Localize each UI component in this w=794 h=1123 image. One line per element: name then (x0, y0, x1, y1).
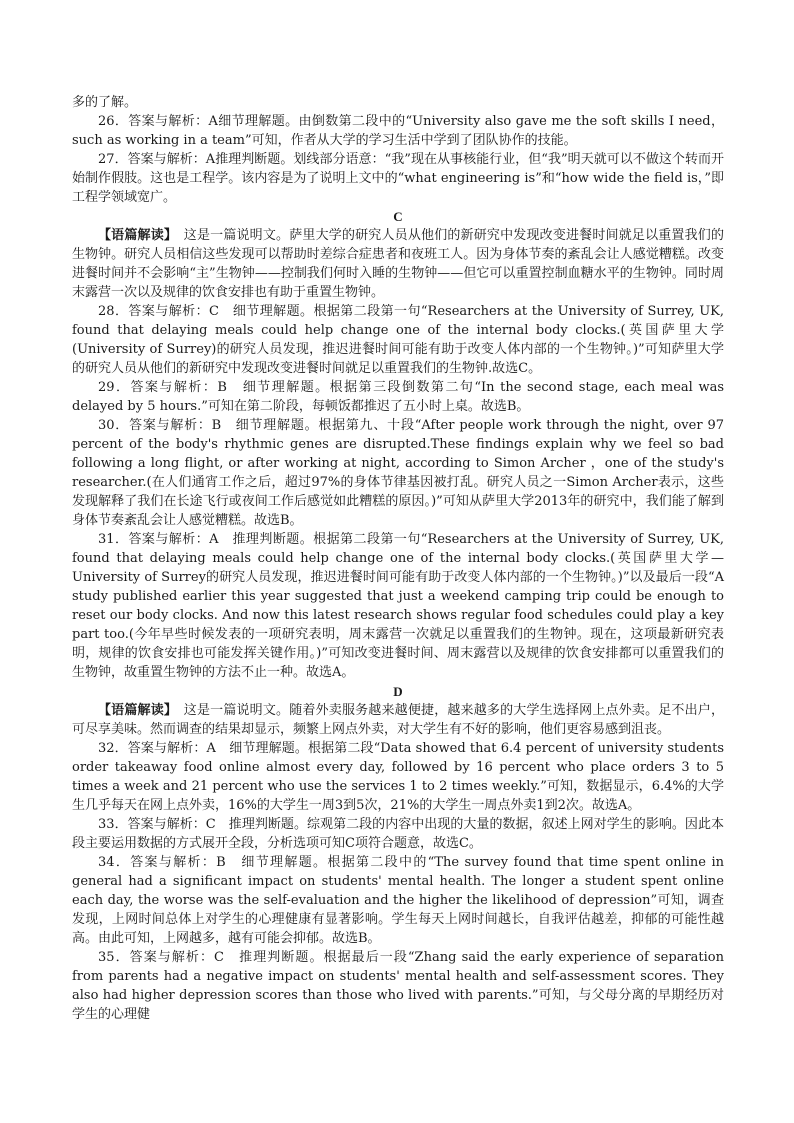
document-page (72, 93, 724, 1024)
answer-q29: 29．答案与解析：B 细节理解题。根据第三段倒数第二句“In the second stage, each meal was delayed by 5 hours.”可知在第二阶段，每顿饭都推迟了五小时上桌。故选B。 (72, 380, 724, 414)
intro-line: 多的了解。 (72, 95, 138, 110)
answer-q28: 28．答案与解析：C 细节理解题。根据第二段第一句“Researchers at the University of Surrey, UK, found that delaying meals could help change one of the internal body clocks.(英国萨里大学(University of Surrey)的研究人员发现，推迟进餐时间可能有助于改变人体内部的一个生物钟。)”可知萨里大学的研究人员从他们的新研究中发现改变进餐时间就足以重置我们的生物钟.故选C。 (72, 304, 724, 376)
answer-q30: 30．答案与解析：B 细节理解题。根据第九、十段“After people work through the night, over 97 percent of the body's rhythmic genes are disrupted.These findings explain why we feel so bad following a long flight, or after working at night, according to Simon Archer ，one of the study's researcher.(在人们通宵工作之后，超过97%的身体节律基因被打乱。研究人员之一Simon Archer表示，这些发现解释了我们在长途飞行或夜间工作后感觉如此糟糕的原因。)”可知从萨里大学2013年的研究中，我们能了解到身体节奏紊乱会让人感觉糟糕。故选B。 (72, 418, 724, 528)
answer-q33: 33．答案与解析：C 推理判断题。综观第二段的内容中出现的大量的数据，叙述上网对学生的影响。因此本段主要运用数据的方式展开全段，分析选项可知C项符合题意，故选C。 (72, 817, 724, 851)
reading-text-c: 这是一篇说明文。萨里大学的研究人员从他们的新研究中发现改变进餐时间就足以重置我们的生物钟。研究人员相信这些发现可以帮助时差综合症患者和夜班工人。因为身体节奏的紊乱会让人感觉糟糕。改变进餐时间并不会影响“主”生物钟——控制我们何时入睡的生物钟——但它可以重置控制血糖水平的生物钟。同时周末露营一次以及规律的饮食安排也有助于重置生物钟。 (72, 228, 724, 300)
answer-q32: 32．答案与解析：A 细节理解题。根据第二段“Data showed that 6.4 percent of university students order takeaway food online almost every day, followed by 16 percent who place orders 3 to 5 times a week and 21 percent who use the services 1 to 2 times weekly.”可知，数据显示，6.4%的大学生几乎每天在网上点外卖，16%的大学生一周3到5次，21%的大学生一周点外卖1到2次。故选A。 (72, 741, 724, 813)
reading-summary-c (72, 226, 724, 302)
section-heading-c: C (393, 209, 403, 224)
reading-label-d: 【语篇解读】 (98, 703, 171, 718)
answer-q35: 35．答案与解析：C 推理判断题。根据最后一段“Zhang said the early experience of separation from parents had a negative impact on students' mental health and self-assessment scores. They also had higher depression scores than those who lived with parents.”可知，与父母分离的早期经历对学生的心理健 (72, 950, 724, 1022)
answer-q34: 34．答案与解析：B 细节理解题。根据第二段中的“The survey found that time spent online in general had a significant impact on students' mental health. The longer a student spent online each day, the worse was the self-evaluation and the higher the likelihood of depression”可知，调查发现，上网时间总体上对学生的心理健康有显著影响。学生每天上网时间越长，自我评估越差，抑郁的可能性越高。由此可知，上网越多，越有可能会抑郁。故选B。 (72, 855, 724, 946)
reading-text-d: 这是一篇说明文。随着外卖服务越来越便捷，越来越多的大学生选择网上点外卖。足不出户，可尽享美味。然而调查的结果却显示，频繁上网点外卖，对大学生有不好的影响，他们更容易感到沮丧。 (72, 703, 724, 737)
reading-summary-d (72, 701, 724, 739)
reading-label-c: 【语篇解读】 (98, 228, 171, 243)
answer-q27: 27．答案与解析：A推理判断题。划线部分语意：“我”现在从事核能行业，但“我”明天就可以不做这个转而开始制作假肢。这也是工程学。该内容是为了说明上文中的“what engineering is”和“how wide the field is，”即工程学领域宽广。 (72, 152, 724, 205)
answer-q26: 26．答案与解析：A细节理解题。由倒数第二段中的“University also gave me the soft skills I need，such as working in a team”可知，作者从大学的学习生活中学到了团队协作的技能。 (72, 114, 724, 148)
answer-q31: 31．答案与解析：A 推理判断题。根据第二段第一句“Researchers at the University of Surrey, UK, found that delaying meals could help change one of the internal body clocks.(英国萨里大学—University of Surrey的研究人员发现，推迟进餐时间可能有助于改变人体内部的一个生物钟。)”以及最后一段“A study published earlier this year suggested that just a weekend camping trip could be enough to reset our body clocks. And now this latest research shows regular food schedules could play a key part too.(今年早些时候发表的一项研究表明，周末露营一次就足以重置我们的生物钟。现在，这项最新研究表明，规律的饮食安排也可能发挥关键作用。)”可知改变进餐时间、周末露营以及规律的饮食安排都可以重置我们的生物钟，故重置生物钟的方法不止一种。故选A。 (72, 532, 724, 680)
section-heading-d: D (393, 684, 403, 699)
